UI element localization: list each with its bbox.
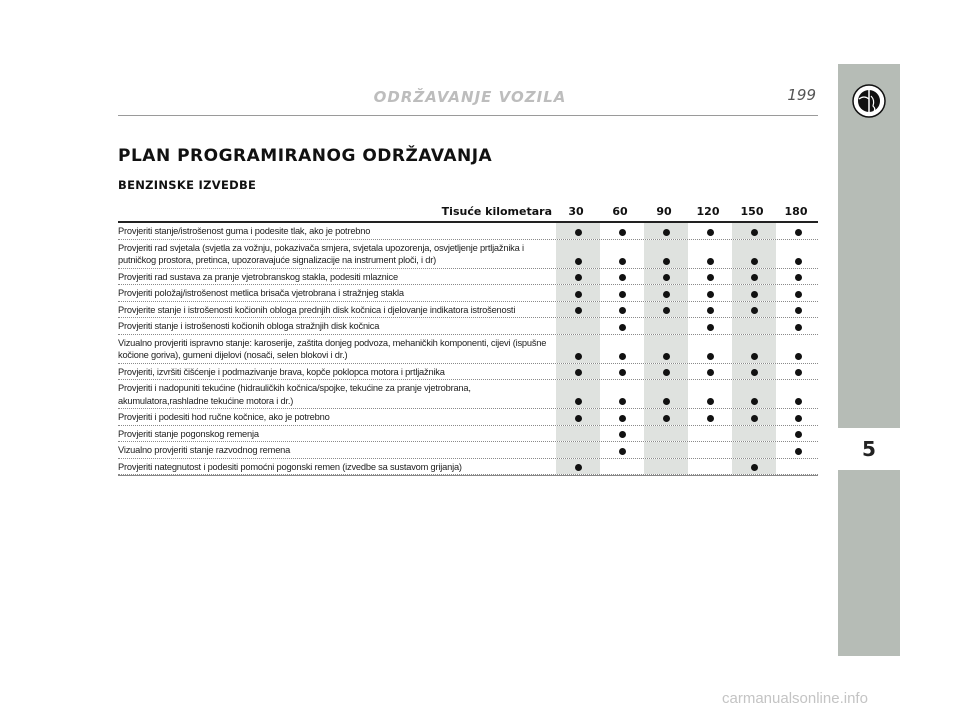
check-dot-icon <box>795 398 802 405</box>
table-row <box>118 364 818 381</box>
chapter-side-tab <box>838 64 900 656</box>
km-cell <box>732 459 776 475</box>
km-cell <box>600 364 644 380</box>
km-cell <box>644 318 688 334</box>
km-cell <box>688 442 732 458</box>
table-row <box>118 240 818 269</box>
row-description: Provjeriti rad sustava za pranje vjetrobranskog stakla, podesiti mlaznice <box>118 271 398 282</box>
km-cell <box>688 409 732 425</box>
check-dot-icon <box>751 229 758 236</box>
km-cell <box>776 364 820 380</box>
km-cell <box>556 409 600 425</box>
table-row <box>118 426 818 443</box>
km-cell <box>600 302 644 318</box>
check-dot-icon <box>795 229 802 236</box>
check-dot-icon <box>575 291 582 298</box>
check-dot-icon <box>575 229 582 236</box>
row-description: Provjeriti položaj/istrošenost metlica brisača vjetrobrana i stražnjeg stakla <box>118 288 404 298</box>
km-column-header: 150 <box>740 204 764 218</box>
check-dot-icon <box>795 324 802 331</box>
table-bottom-rule <box>118 475 818 476</box>
check-dot-icon <box>619 369 626 376</box>
row-description: Vizualno provjeriti ispravno stanje: karoserije, zaštita donjeg podvoza, mehaničkih komponenti, cijevi (ispušne kočione goriva), gumeni dijelovi (nosači, selen blokovi i dr.) <box>118 337 547 360</box>
check-dot-icon <box>663 291 670 298</box>
km-column-header: 120 <box>696 204 720 218</box>
km-cell <box>556 459 600 475</box>
km-cell <box>776 223 820 239</box>
check-dot-icon <box>795 258 802 265</box>
km-cell <box>732 285 776 301</box>
km-cell <box>556 335 600 363</box>
check-dot-icon <box>751 369 758 376</box>
km-cell <box>732 223 776 239</box>
km-cell <box>600 459 644 475</box>
check-dot-icon <box>795 431 802 438</box>
km-cell <box>688 335 732 363</box>
km-cell <box>644 409 688 425</box>
km-cell <box>776 240 820 268</box>
km-cell <box>600 380 644 408</box>
table-body <box>118 223 818 475</box>
check-dot-icon <box>751 353 758 360</box>
km-cell <box>776 285 820 301</box>
km-cell <box>556 223 600 239</box>
km-cell <box>644 442 688 458</box>
check-dot-icon <box>663 274 670 281</box>
check-dot-icon <box>619 258 626 265</box>
row-description: Provjeriti, izvršiti čišćenje i podmazivanje brava, kopče poklopca motora i prtljažnika <box>118 366 445 377</box>
km-cell <box>776 442 820 458</box>
km-cell <box>776 302 820 318</box>
check-dot-icon <box>575 307 582 314</box>
km-cell <box>600 318 644 334</box>
check-dot-icon <box>575 353 582 360</box>
check-dot-icon <box>795 353 802 360</box>
check-dot-icon <box>663 398 670 405</box>
km-cell <box>556 442 600 458</box>
table-row <box>118 285 818 302</box>
document-title: PLAN PROGRAMIRANOG ODRŽAVANJA <box>118 146 493 166</box>
km-cell <box>600 223 644 239</box>
check-dot-icon <box>707 353 714 360</box>
km-cell <box>688 380 732 408</box>
km-cell <box>732 269 776 285</box>
check-dot-icon <box>795 274 802 281</box>
km-cell <box>556 364 600 380</box>
row-description: Provjeriti rad svjetala (svjetla za vožnju, pokazivača smjera, svjetala upozorenja, osvjetljenje prtljažnika i putničkog prostora, pretinca, upozoravajuće signalizacije na instrument ploči, i dr) <box>118 242 524 265</box>
check-dot-icon <box>751 398 758 405</box>
km-cell <box>732 240 776 268</box>
km-cell <box>732 426 776 442</box>
km-cell <box>644 335 688 363</box>
check-dot-icon <box>795 415 802 422</box>
km-cell <box>600 426 644 442</box>
check-dot-icon <box>795 448 802 455</box>
check-dot-icon <box>619 398 626 405</box>
km-header-label: Tisuće kilometara <box>441 204 552 218</box>
km-cell <box>644 364 688 380</box>
km-cell <box>600 269 644 285</box>
table-row <box>118 409 818 426</box>
km-cell <box>688 459 732 475</box>
km-cell <box>556 285 600 301</box>
check-dot-icon <box>663 369 670 376</box>
km-cell <box>732 380 776 408</box>
check-dot-icon <box>619 415 626 422</box>
km-cell <box>644 459 688 475</box>
check-dot-icon <box>751 291 758 298</box>
km-cell <box>644 285 688 301</box>
check-dot-icon <box>575 415 582 422</box>
km-cell <box>600 240 644 268</box>
km-column-header: 30 <box>568 204 584 218</box>
check-dot-icon <box>663 229 670 236</box>
km-cell <box>776 318 820 334</box>
check-dot-icon <box>707 398 714 405</box>
table-row <box>118 269 818 286</box>
km-cell <box>688 285 732 301</box>
check-dot-icon <box>663 258 670 265</box>
check-dot-icon <box>707 274 714 281</box>
km-cell <box>732 409 776 425</box>
check-dot-icon <box>707 415 714 422</box>
km-cell <box>688 240 732 268</box>
maintenance-schedule-table <box>118 202 818 476</box>
check-dot-icon <box>619 448 626 455</box>
km-cell <box>556 318 600 334</box>
table-row <box>118 318 818 335</box>
km-cell <box>776 426 820 442</box>
km-cell <box>600 285 644 301</box>
km-cell <box>600 409 644 425</box>
km-cell <box>644 240 688 268</box>
km-cell <box>644 269 688 285</box>
km-column-header: 180 <box>784 204 808 218</box>
row-description: Provjeriti stanje/istrošenost guma i podesite tlak, ako je potrebno <box>118 226 371 236</box>
km-cell <box>776 459 820 475</box>
km-cell <box>688 318 732 334</box>
row-description: Provjerite stanje i istrošenosti kočionih obloga prednjih disk kočnica i djelovanje indikatora istrošenosti <box>118 304 516 315</box>
row-description: Vizualno provjeriti stanje razvodnog remena <box>118 445 291 455</box>
table-row <box>118 459 818 476</box>
check-dot-icon <box>707 258 714 265</box>
section-title: ODRŽAVANJE VOZILA <box>373 88 567 106</box>
check-dot-icon <box>619 229 626 236</box>
row-description: Provjeriti i nadopuniti tekućine (hidrauličkih kočnica/spojke, tekućine za pranje vjetrobrana, akumulatora,rashladne tekućine motora i dr.) <box>118 383 471 406</box>
km-cell <box>644 380 688 408</box>
km-cell <box>688 426 732 442</box>
row-description: Provjeriti stanje i istrošenosti kočionih obloga stražnjih disk kočnica <box>118 321 380 331</box>
km-cell <box>776 335 820 363</box>
table-row <box>118 302 818 319</box>
table-header <box>118 202 818 220</box>
row-description: Provjeriti nategnutost i podesiti pomoćni pogonski remen (izvedbe sa sustavom grijanja) <box>118 461 462 472</box>
km-cell <box>644 302 688 318</box>
km-cell <box>556 240 600 268</box>
km-cell <box>688 302 732 318</box>
check-dot-icon <box>795 291 802 298</box>
km-cell <box>776 269 820 285</box>
document-subtitle: BENZINSKE IZVEDBE <box>118 178 257 192</box>
check-dot-icon <box>707 229 714 236</box>
km-cell <box>776 380 820 408</box>
check-dot-icon <box>575 398 582 405</box>
check-dot-icon <box>751 274 758 281</box>
check-dot-icon <box>707 307 714 314</box>
header-rule <box>118 115 818 116</box>
watermark: carmanualsonline.info <box>722 690 868 707</box>
km-cell <box>732 335 776 363</box>
km-cell <box>600 442 644 458</box>
check-dot-icon <box>707 369 714 376</box>
km-cell <box>776 409 820 425</box>
check-dot-icon <box>751 258 758 265</box>
km-column-header: 90 <box>656 204 672 218</box>
check-dot-icon <box>619 274 626 281</box>
check-dot-icon <box>619 353 626 360</box>
km-cell <box>556 380 600 408</box>
alfa-romeo-logo-icon <box>852 84 886 118</box>
table-row <box>118 223 818 240</box>
km-cell <box>556 426 600 442</box>
km-cell <box>644 223 688 239</box>
check-dot-icon <box>751 415 758 422</box>
chapter-number[interactable]: 5 <box>838 428 900 470</box>
check-dot-icon <box>575 274 582 281</box>
check-dot-icon <box>619 324 626 331</box>
check-dot-icon <box>751 307 758 314</box>
check-dot-icon <box>795 369 802 376</box>
check-dot-icon <box>575 464 582 471</box>
check-dot-icon <box>707 291 714 298</box>
check-dot-icon <box>751 464 758 471</box>
check-dot-icon <box>575 369 582 376</box>
km-cell <box>732 442 776 458</box>
km-cell <box>556 269 600 285</box>
table-row <box>118 380 818 409</box>
table-row <box>118 442 818 459</box>
km-cell <box>688 269 732 285</box>
km-cell <box>600 335 644 363</box>
row-description: Provjeriti i podesiti hod ručne kočnice, ako je potrebno <box>118 412 330 422</box>
check-dot-icon <box>663 353 670 360</box>
km-cell <box>732 364 776 380</box>
row-description: Provjeriti stanje pogonskog remenja <box>118 428 259 439</box>
km-cell <box>644 426 688 442</box>
page-number: 199 <box>787 86 816 104</box>
km-cell <box>556 302 600 318</box>
km-cell <box>688 364 732 380</box>
check-dot-icon <box>619 431 626 438</box>
check-dot-icon <box>663 307 670 314</box>
check-dot-icon <box>619 307 626 314</box>
table-row <box>118 335 818 364</box>
check-dot-icon <box>795 307 802 314</box>
km-cell <box>732 318 776 334</box>
km-cell <box>732 302 776 318</box>
check-dot-icon <box>663 415 670 422</box>
km-column-header: 60 <box>612 204 628 218</box>
km-cell <box>688 223 732 239</box>
check-dot-icon <box>707 324 714 331</box>
check-dot-icon <box>619 291 626 298</box>
check-dot-icon <box>575 258 582 265</box>
